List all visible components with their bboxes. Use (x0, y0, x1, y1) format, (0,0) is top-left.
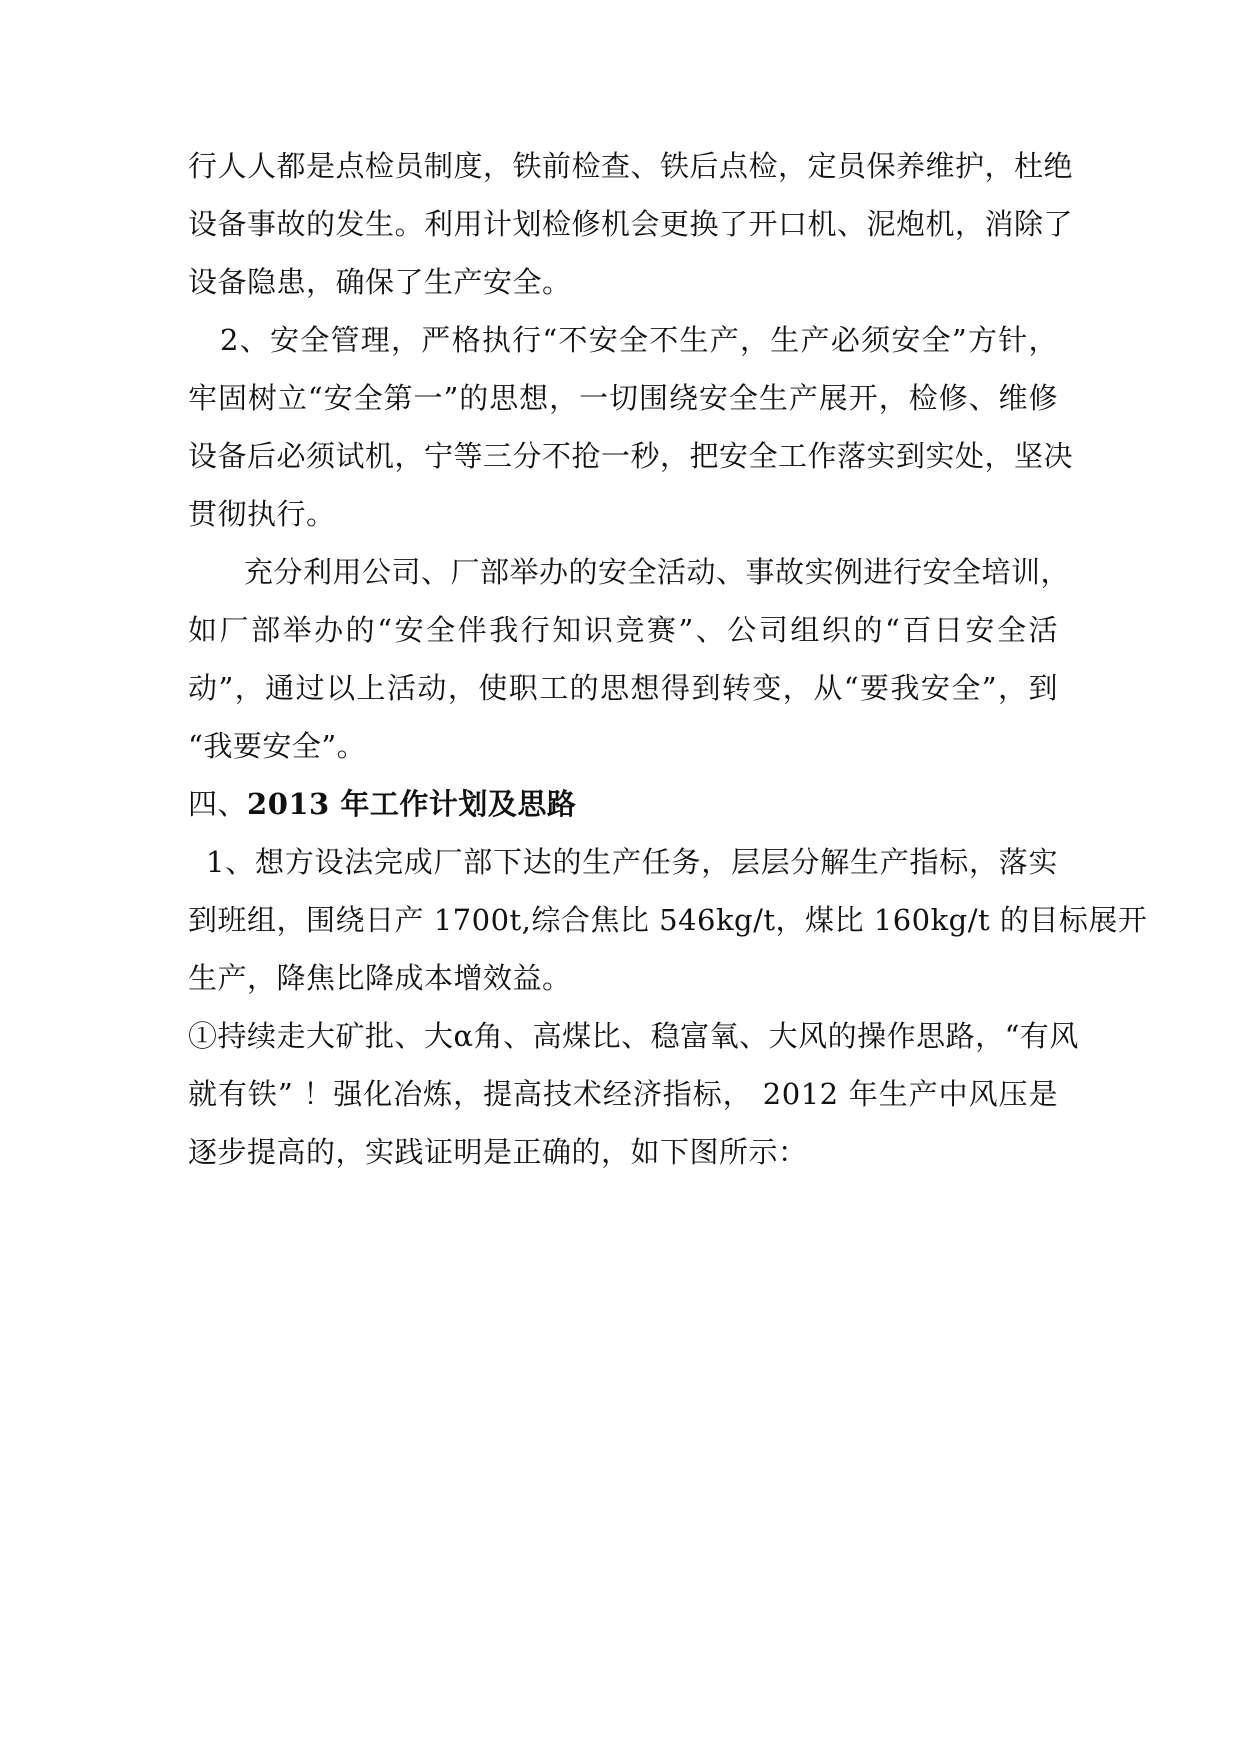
text-line: 牢固树立“安全第一”的思想，一切围绕安全生产展开，检修、维修 (188, 381, 1058, 415)
text-line: 设备事故的发生。利用计划检修机会更换了开口机、泥炮机，消除了 (188, 207, 1074, 241)
text-line: 设备隐患，确保了生产安全。 (188, 265, 572, 299)
text-line: 动”，通过以上活动，使职工的思想得到转变，从“要我安全”，到 (188, 671, 1058, 705)
text-line: 就有铁” ！强化冶炼，提高技术经济指标， 2012 年生产中风压是 (188, 1077, 1058, 1111)
text-line: 如厂部举办的“安全伴我行知识竞赛”、公司组织的“百日安全活 (188, 613, 1058, 647)
text-line: 逐步提高的，实践证明是正确的，如下图所示： (188, 1135, 808, 1169)
text-line: 贯彻执行。 (188, 497, 336, 531)
text-line: 到班组，围绕日产 1700t,综合焦比 546kg/t，煤比 160kg/t 的目标展开 (188, 903, 1148, 937)
section-heading (188, 784, 1058, 824)
section-heading-prefix: 四、 (188, 787, 248, 821)
text-line: 2、安全管理，严格执行“不安全不生产，生产必须安全”方针， (220, 323, 1058, 357)
text-line: 设备后必须试机，宁等三分不抢一秒，把安全工作落实到实处，坚决 (188, 439, 1074, 473)
section-heading-title: 2013 年工作计划及思路 (247, 787, 577, 821)
text-line: ①持续走大矿批、大α角、高煤比、稳富氧、大风的操作思路，“有风 (188, 1019, 1079, 1053)
text-line: 1、想方设法完成厂部下达的生产任务，层层分解生产指标，落实 (206, 845, 1058, 879)
text-line: 生产，降焦比降成本增效益。 (188, 961, 572, 995)
text-line: 充分利用公司、厂部举办的安全活动、事故实例进行安全培训， (244, 555, 1071, 589)
text-line: “我要安全”。 (188, 729, 367, 763)
text-line: 行人人都是点检员制度，铁前检查、铁后点检，定员保养维护，杜绝 (188, 149, 1074, 183)
